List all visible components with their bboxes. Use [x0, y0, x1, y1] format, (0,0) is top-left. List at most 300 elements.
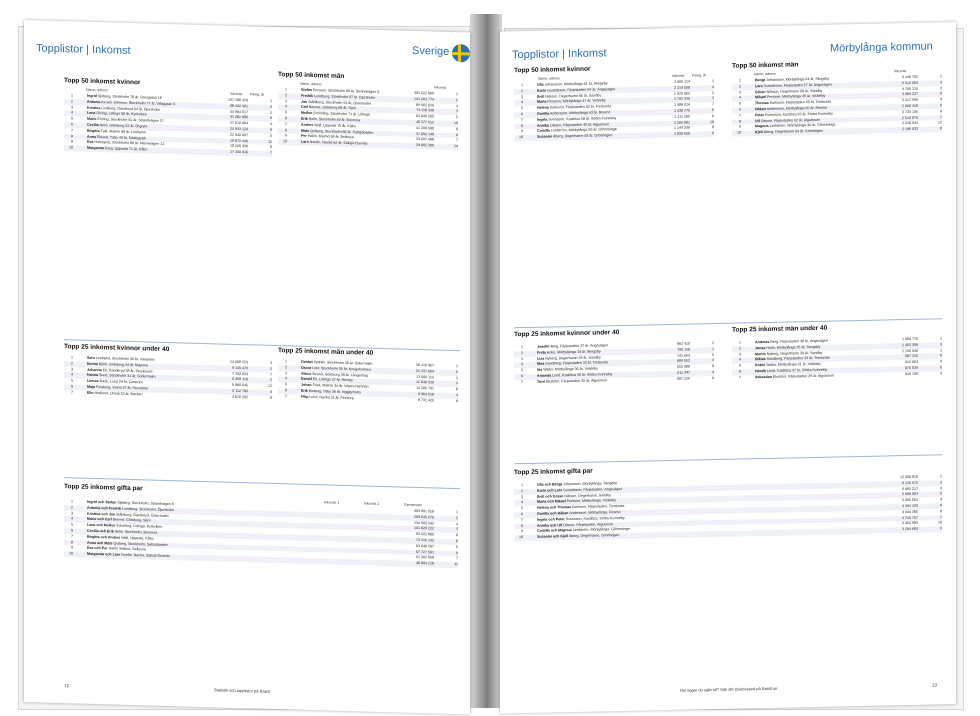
person-name: Ingrid Sjöberg, Stockholm 78 år, Grevgatan 18 — [87, 93, 162, 100]
income-value: 209 645 075 — [414, 514, 434, 520]
income-value: 5 005 604 — [902, 497, 918, 503]
col-header-name: Namn, adress — [300, 81, 322, 87]
rank: 6 — [521, 374, 523, 379]
previous-rank: 1 — [456, 364, 458, 369]
rank: 2 — [739, 346, 741, 351]
income-value: 5 960 045 — [232, 382, 248, 388]
person-name: Sebastian Ekström, Färjestaden 29 år, Algutsrum — [755, 373, 835, 379]
previous-rank: 6 — [270, 116, 272, 121]
rank: 4 — [71, 516, 73, 521]
previous-rank: 3 — [940, 485, 942, 490]
income-value: 22 640 007 — [230, 132, 248, 138]
income-value: 493 691 026 — [414, 508, 434, 514]
rank: 1 — [285, 359, 287, 364]
table-kvinnor — [64, 93, 272, 157]
previous-rank: 1 — [456, 510, 458, 515]
col-header-change: Föreg. år — [692, 73, 707, 78]
par-col-income2: Inkomst 2 — [364, 501, 380, 506]
person-name: Martin Nyberg, Degerhamn 39 år, Sandby — [755, 350, 823, 356]
person-name: Anna Eklund, Täby 49 år, Näsbypark — [87, 134, 147, 140]
region-label: Sverige — [412, 44, 450, 58]
page-title: Topplistor | Inkomst — [36, 42, 131, 57]
person-name: Niklas Sandberg, Färjestaden 33 år, Torslunda — [755, 356, 830, 362]
income-value: 101 629 222 — [414, 526, 434, 531]
income-value: 36 410 957 — [416, 362, 434, 368]
income-value: 41 206 590 — [416, 125, 434, 131]
rank: 10 — [737, 130, 741, 135]
person-name: Linnea Rask, Lund 29 år, Centrum — [87, 378, 143, 385]
income-value: 843 190 — [905, 371, 918, 376]
income-value: 912 604 — [905, 359, 918, 365]
person-name: Stefan Persson, Stockholm 69 år, Strandvägen 5 — [301, 87, 380, 94]
person-name: Jan Ståhlberg, Stockholm 53 år, Östermalm — [301, 99, 371, 106]
rank: 6 — [739, 107, 741, 112]
rank: 9 — [285, 133, 287, 138]
footer-note: Hur ligger du själv till? Sök ditt lönebesked på Ratsit.se — [680, 685, 778, 693]
previous-rank: 4 — [456, 393, 458, 398]
income-value: 1 430 775 — [674, 108, 690, 113]
income-value: 7 702 933 — [232, 371, 248, 376]
rank: 7 — [521, 117, 523, 122]
rank-change — [525, 535, 537, 541]
previous-rank: 5 — [940, 103, 942, 108]
income-value: 652 980 — [677, 364, 690, 370]
person-name: Amanda Lund, Kastlösa 30 år, Södra Kvinneby — [537, 372, 613, 378]
person-name: Karin och Lars Gustafsson, Färjestaden, Ängsvägen — [537, 486, 623, 493]
income-value: 73 310 132 — [416, 537, 434, 543]
table-par — [514, 474, 942, 541]
person-name: Annika och Ulf Olsson, Färjestaden, Algutsrum — [537, 521, 614, 528]
person-name: Filip Lund, Nacka 31 år, Finntorp — [301, 394, 354, 400]
previous-rank: 4 — [940, 497, 942, 502]
income-value: 31 082 660 — [230, 115, 248, 120]
income-value: 74 118 338 — [416, 108, 434, 113]
col-header-name: Namn, adress — [754, 71, 776, 77]
rank: 7 — [739, 113, 741, 118]
person-name: Magnus Lindström, Mörbylånga 46 år, Glömminge — [755, 122, 836, 129]
rank: 1 — [71, 499, 73, 504]
person-name: Helena och Thomas Karlsson, Färjestaden, Torslunda — [537, 504, 625, 510]
income-value: 9 448 702 — [902, 74, 918, 80]
table-man — [278, 87, 458, 150]
rank: 2 — [285, 93, 287, 98]
income-value: 1 402 358 — [902, 342, 918, 347]
income-value: 3 984 227 — [902, 92, 918, 97]
income-value: 1 588 014 — [674, 102, 690, 108]
person-name: Camilla och Magnus Lindström, Mörbylånga, Glömminge — [537, 527, 630, 534]
rank: 7 — [71, 534, 73, 539]
income-value: 17 330 916 — [230, 149, 248, 155]
rank: 9 — [739, 124, 741, 129]
table-kvinnor-40 — [514, 341, 714, 386]
rank: 1 — [521, 345, 523, 350]
previous-rank: 1 — [940, 474, 942, 479]
person-name: Gustav Wahlin, Stockholm 38 år, Östermalm — [301, 359, 373, 366]
person-name: Daniel Ek, Lidingö 37 år, Hersby — [301, 377, 353, 383]
table-par — [64, 499, 458, 568]
person-name: Erik Selin, Stockholm 49 år, Bromma — [301, 116, 361, 123]
person-name: Hanna Sund, Stockholm 31 år, Södermalm — [87, 373, 156, 380]
income-value: 4 391 193 — [902, 503, 918, 509]
swedish-flag-icon — [452, 44, 470, 63]
previous-rank: 5 — [456, 115, 458, 120]
rank: 6 — [285, 116, 287, 121]
person-name: Robin Wallin, Mörbylånga 31 år, Vickleby — [755, 362, 821, 368]
income-value: 876 039 — [905, 365, 918, 371]
previous-rank: 11 — [268, 139, 272, 144]
income-value: 8 731 425 — [418, 397, 434, 403]
person-name: Per Hallin, Malmö 58 år, Bellevue — [301, 134, 355, 140]
person-name: Lena Olving, Lidingö 58 år, Kyrkviken — [87, 111, 147, 117]
income-value: 6 458 118 — [232, 377, 248, 382]
rank: 5 — [71, 116, 73, 121]
rank: 9 — [71, 545, 73, 550]
income-value: 57 727 591 — [416, 549, 434, 555]
section-title-kvinnor-40: Topp 25 inkomst kvinnor under 40 — [514, 329, 620, 339]
person-name: Johan Frisk, Malmö 34 år, Västra hamnen — [301, 382, 369, 389]
income-value: 9 964 018 — [418, 391, 434, 397]
income-value: 3 417 590 — [902, 97, 918, 103]
previous-rank: 1 — [456, 92, 458, 97]
income-value: 862 410 — [677, 341, 690, 346]
previous-rank: 1 — [712, 79, 714, 84]
rank: 9 — [521, 529, 523, 534]
rank: 4 — [285, 104, 287, 109]
section-divider — [514, 318, 942, 328]
person-name: Melker Schörling, Stockholm 71 år, Lidingö — [301, 110, 370, 117]
rank: 3 — [71, 510, 73, 515]
previous-rank: 7 — [940, 514, 942, 519]
income-value: 2 733 105 — [902, 109, 918, 114]
person-name: Cecilia och Erik Selin, Stockholm, Bromma — [87, 528, 158, 535]
rank-change — [75, 552, 87, 558]
previous-rank: 7 — [456, 556, 458, 561]
previous-rank: 9 — [456, 550, 458, 555]
person-name: Anna och Mats Qviberg, Stockholm, Saltsjöbaden — [87, 540, 168, 547]
col-header-name: Namn, adress — [86, 87, 108, 93]
previous-rank: 11 — [454, 562, 458, 567]
rank: 6 — [71, 122, 73, 127]
person-name: Karin Gustafsson, Färjestaden 54 år, Ängsvägen — [537, 86, 616, 93]
income-value: 89 661 025 — [416, 102, 434, 108]
income-value: 21 337 604 — [416, 368, 434, 374]
previous-rank: 2 — [456, 97, 458, 102]
rank: 8 — [521, 123, 523, 128]
income-value: 5 686 563 — [902, 492, 918, 497]
previous-rank: 3 — [712, 96, 714, 101]
previous-rank: 4 — [940, 359, 942, 364]
person-name: Henrik Lund, Kastlösa 37 år, Södra Kvinneby — [755, 367, 828, 374]
rank: 1 — [739, 78, 741, 83]
rank: 1 — [739, 340, 741, 345]
par-col-income1: Inkomst 1 — [324, 500, 340, 505]
income-value: 51 302 858 — [416, 555, 434, 560]
section-title-par: Topp 25 inkomst gifta par — [64, 483, 143, 493]
rank: 8 — [739, 119, 741, 124]
previous-rank: 3 — [270, 360, 272, 365]
income-value: 2 860 114 — [674, 79, 690, 84]
person-name: Sara Lindqvist, Stockholm 36 år, Vasastan — [87, 355, 155, 362]
previous-rank: 7 — [270, 151, 272, 156]
income-value: 3 294 683 — [902, 526, 918, 532]
previous-rank: 3 — [456, 527, 458, 532]
income-value: 5 912 064 — [902, 80, 918, 85]
previous-rank: 5 — [940, 365, 942, 370]
rank: 6 — [521, 112, 523, 117]
rank: 4 — [71, 110, 73, 115]
person-name: Mats Qviberg, Stockholm 66 år, Saltsjöbaden — [301, 128, 374, 135]
rank: 3 — [521, 494, 523, 499]
left-page — [24, 20, 470, 714]
previous-rank: 9 — [940, 371, 942, 376]
person-name: Lars Nordin, Nacka 62 år, Saltsjö-Duvnäs — [301, 139, 368, 146]
section-title-man-40: Topp 25 inkomst män under 40 — [732, 324, 828, 334]
income-value: 33 097 468 — [416, 137, 434, 142]
rank: 4 — [521, 500, 523, 505]
table-man-40 — [278, 359, 458, 405]
rank: 5 — [71, 522, 73, 527]
person-name: Mikael Persson, Mörbylånga 49 år, Vickleby — [755, 94, 826, 100]
previous-rank: 5 — [940, 491, 942, 496]
previous-rank: 4 — [270, 389, 272, 394]
person-name: Jonas Holm, Mörbylånga 35 år, Skogsby — [755, 344, 821, 351]
previous-rank: 5 — [456, 544, 458, 549]
person-name: Maria och Mikael Persson, Mörbylånga, Vickleby — [537, 498, 617, 505]
income-value: 2 960 418 — [902, 103, 918, 109]
income-value: 2 214 508 — [674, 85, 690, 90]
col-header-income: Inkomst — [230, 91, 243, 97]
rank: 3 — [285, 98, 287, 103]
rank: 7 — [521, 517, 523, 522]
income-value: 741 063 — [677, 353, 690, 358]
income-value: 27 510 884 — [230, 120, 248, 126]
rank: 4 — [521, 362, 523, 367]
right-page — [500, 22, 956, 714]
person-name: Peter Svensson, Kastlösa 53 år, Södra Kvinneby — [755, 111, 833, 117]
rank: 5 — [521, 506, 523, 511]
income-value: 795 118 — [677, 347, 690, 352]
previous-rank: 8 — [940, 509, 942, 514]
previous-rank: 2 — [940, 347, 942, 352]
income-value: 19 872 445 — [230, 138, 248, 143]
previous-rank: 2 — [270, 110, 272, 115]
income-value: 68 442 301 — [230, 103, 248, 109]
income-value: 24 933 120 — [230, 126, 248, 132]
rank-change — [289, 394, 301, 400]
person-name: Britt och Göran Nilsson, Degerhamn, Sandby — [537, 492, 612, 499]
person-name: Marie och Carl Bennet, Göteborg, Särö — [87, 517, 151, 523]
rank: 5 — [71, 378, 73, 383]
person-name: Camilla Lindström, Mörbylånga 50 år, Glömminge — [537, 127, 617, 134]
person-name: Andreas Berg, Färjestaden 38 år, Ängsvägen — [755, 338, 828, 345]
person-name: Ingrid och Stefan Sjöberg, Stockholm, Strandvägen 5 — [87, 499, 174, 507]
income-value: 61 940 205 — [416, 114, 434, 119]
income-value: 689 552 — [677, 358, 690, 364]
table-man-40 — [732, 336, 942, 381]
income-value: 18 205 390 — [230, 144, 248, 149]
person-name: Ulla Johansson, Mörbylånga 61 år, Skogsby — [537, 81, 608, 87]
rank: 10 — [69, 145, 73, 150]
previous-rank: 6 — [456, 126, 458, 131]
person-name: Antonia och Fredrik Lundberg, Stockholm, Djursholm — [87, 505, 175, 512]
person-name: Bengt Johansson, Mörbylånga 64 år, Skogsby — [755, 76, 830, 83]
rank-change — [75, 146, 87, 152]
person-name: Emma Björk, Göteborg 34 år, Majorna — [87, 361, 148, 368]
previous-rank: 3 — [456, 109, 458, 114]
previous-rank: 5 — [270, 133, 272, 138]
section-title-kvinnor: Topp 50 inkomst kvinnor — [514, 65, 591, 75]
rank-change — [75, 390, 87, 396]
page-number: 12 — [64, 683, 70, 689]
rank: 3 — [739, 352, 741, 357]
section-title-man: Topp 50 inkomst män — [278, 71, 345, 80]
person-name: Ida Wallin, Mörbylånga 36 år, Vickleby — [537, 366, 598, 372]
person-name: Birgitta och Anders Wall, Uppsala, Kåbo — [87, 534, 154, 541]
rank: 5 — [521, 106, 523, 111]
person-name: Lars Gustafsson, Färjestaden 57 år, Ängsvägen — [755, 82, 832, 89]
income-value: 987 215 — [905, 354, 918, 359]
person-name: Eva och Per Hallin, Malmö, Bellevue — [87, 546, 147, 552]
rank: 10 — [519, 535, 523, 540]
income-value: 1 984 776 — [902, 336, 918, 342]
rank-change — [525, 135, 537, 141]
rank: 1 — [71, 355, 73, 360]
person-name: Susanne Åberg, Degerhamn 56 år, Grönhögen — [537, 133, 613, 139]
income-value: 611 347 — [677, 370, 690, 375]
previous-rank: 8 — [456, 539, 458, 544]
income-value: 1 311 260 — [674, 114, 690, 119]
income-value: 93 022 865 — [416, 532, 434, 537]
income-value: 11 205 791 — [416, 386, 434, 391]
rank: 5 — [739, 101, 741, 106]
footer-note: Statistik och topplistor på Ratsit — [214, 687, 270, 694]
person-name: Maja Forsberg, Solna 37 år, Huvudsta — [87, 384, 148, 391]
rank: 8 — [521, 523, 523, 528]
previous-rank: 6 — [456, 398, 458, 403]
income-value: 63 846 597 — [416, 543, 434, 549]
person-name: Frida Holm, Mörbylånga 34 år, Skogsby — [537, 349, 601, 355]
rank: 2 — [739, 84, 741, 89]
par-col-combined: Gemensam — [404, 502, 423, 508]
person-name: Lena och Melker Schörling, Lidingö, Kyrkviken — [87, 522, 163, 530]
rank: 10 — [69, 551, 73, 556]
person-name: Fredrik Lundberg, Stockholm 67 år, Djursholm — [301, 93, 376, 100]
previous-rank: 2 — [940, 85, 942, 90]
section-title-par: Topp 25 inkomst gifta par — [514, 467, 593, 477]
rank: 6 — [739, 369, 741, 374]
person-name: Eva Holmqvist, Stockholm 66 år, Narvavägen 12 — [87, 140, 165, 147]
rank: 3 — [71, 366, 73, 371]
person-name: Johanna Ek, Danderyd 38 år, Stocksund — [87, 367, 153, 374]
rank: 10 — [283, 139, 287, 144]
previous-rank: 7 — [270, 372, 272, 377]
person-name: Oscar Lind, Stockholm 35 år, Kungsholmen — [301, 365, 371, 372]
section-title-man: Topp 50 inkomst män — [732, 61, 799, 70]
person-name: Birgitta Falk, Malmö 69 år, Limhamn — [87, 128, 146, 135]
previous-rank: 3 — [940, 80, 942, 85]
rank-change — [289, 140, 301, 146]
person-name: Anders Wall, Uppsala 75 år, Kåbo — [301, 122, 356, 129]
previous-rank: 8 — [270, 145, 272, 150]
rank: 5 — [739, 363, 741, 368]
previous-rank: 9 — [940, 526, 942, 531]
rank: 6 — [71, 528, 73, 533]
person-name: Britt Nilsson, Degerhamn 66 år, Sandby — [537, 93, 602, 99]
rank: 4 — [739, 357, 741, 362]
rank: 7 — [739, 375, 741, 380]
col-header-name: Namn, adress — [538, 76, 560, 81]
rank: 7 — [71, 390, 73, 395]
previous-rank: 2 — [270, 378, 272, 383]
previous-rank: 12 — [938, 120, 942, 125]
person-name: Carl Bennet, Göteborg 68 år, Särö — [301, 105, 356, 111]
rank: 4 — [285, 376, 287, 381]
section-title-kvinnor-40: Topp 25 inkomst kvinnor under 40 — [64, 343, 170, 354]
previous-rank: 2 — [712, 90, 714, 95]
col-header-income: Inkomst — [894, 69, 907, 74]
rank: 7 — [285, 122, 287, 127]
rank: 2 — [71, 505, 73, 510]
person-name: Ulf Olsson, Färjestaden 62 år, Algutsrum — [755, 117, 820, 123]
rank: 7 — [285, 394, 287, 399]
income-value: 2 196 033 — [902, 126, 918, 132]
previous-rank: 6 — [712, 375, 714, 380]
income-value: 9 115 470 — [232, 365, 248, 371]
income-value: 44 904 517 — [230, 109, 248, 114]
income-value: 1 975 902 — [674, 91, 690, 96]
table-kvinnor — [514, 79, 714, 141]
previous-rank: 3 — [712, 358, 714, 363]
rank: 1 — [285, 87, 287, 92]
person-name: Kjell Åberg, Degerhamn 59 år, Grönhögen — [755, 128, 823, 135]
income-value: 29 662 300 — [416, 143, 434, 148]
rank: 3 — [521, 356, 523, 361]
person-name: Göran Nilsson, Degerhamn 68 år, Sandby — [755, 88, 823, 94]
income-value: 391 522 600 — [414, 90, 434, 96]
person-name: Kristina Lindberg, Danderyd 64 år, Djursholm — [87, 105, 161, 112]
previous-rank: 4 — [712, 370, 714, 375]
previous-rank: 7 — [712, 102, 714, 107]
person-name: Moa Sandberg, Färjestaden 32 år, Torslunda — [537, 360, 609, 367]
table-kvinnor-40 — [64, 355, 272, 401]
rank: 2 — [71, 99, 73, 104]
rank: 6 — [285, 388, 287, 393]
rank: 7 — [71, 128, 73, 133]
income-value: 587 229 — [677, 376, 690, 381]
previous-rank: 8 — [712, 125, 714, 130]
rank-change — [743, 130, 755, 136]
person-name: Elin Hedlund, Umeå 33 år, Backen — [87, 390, 143, 397]
previous-rank: 7 — [456, 138, 458, 143]
person-name: Margareta och Lars Nordin, Nacka, Saltsjö-Duvnäs — [87, 551, 171, 559]
income-value: 37 855 146 — [416, 131, 434, 137]
income-value: 8 126 572 — [902, 480, 918, 485]
previous-rank: 9 — [270, 395, 272, 400]
previous-rank: 2 — [456, 375, 458, 380]
previous-rank: 4 — [712, 84, 714, 89]
person-name: Marie Ehrling, Stockholm 61 år, Strandvägen 27 — [87, 116, 164, 124]
person-name: Susanne och Kjell Åberg, Degerhamn, Grönhögen — [537, 533, 620, 539]
previous-rank: 9 — [712, 131, 714, 136]
person-name: Tove Ekström, Färjestaden 35 år, Algutsrum — [537, 378, 608, 384]
page-title: Topplistor | Inkomst — [512, 47, 607, 62]
rank: 1 — [521, 83, 523, 88]
income-value: 2 318 644 — [902, 121, 918, 126]
previous-rank: 5 — [712, 352, 714, 357]
income-value: 14 608 229 — [230, 359, 248, 365]
person-name: Cecilia Nord, Göteborg 52 år, Örgryte — [87, 122, 148, 129]
rank: 9 — [71, 139, 73, 144]
